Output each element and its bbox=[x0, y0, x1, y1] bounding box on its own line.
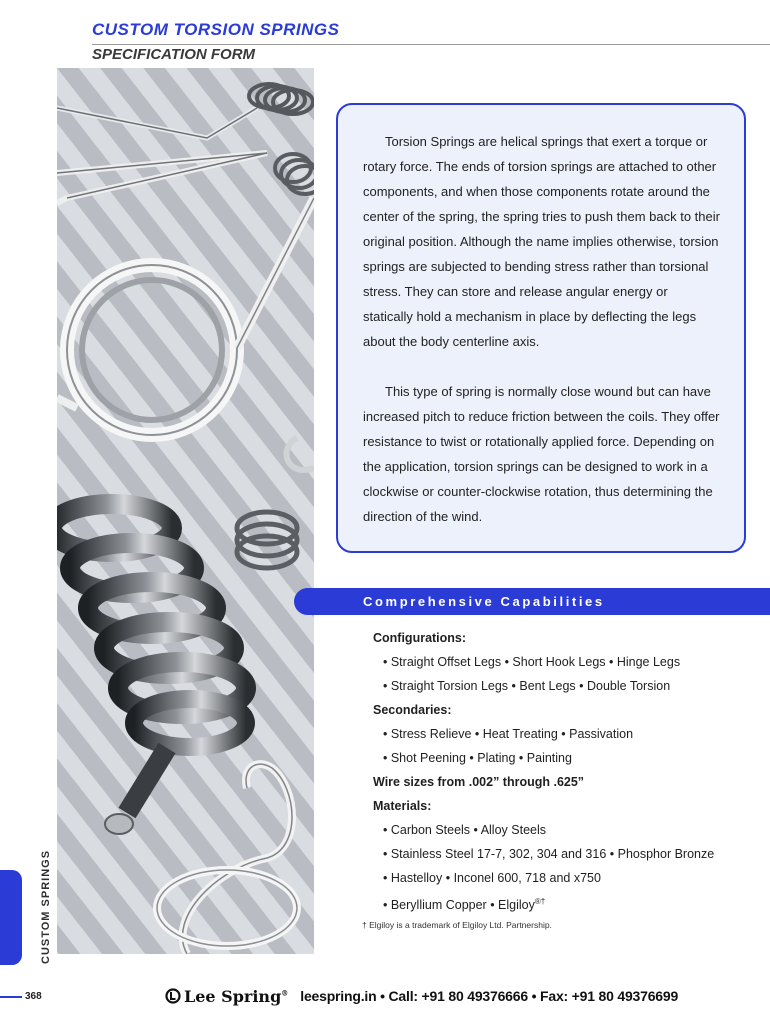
list-item: • Shot Peening • Plating • Painting bbox=[383, 751, 572, 765]
capabilities-banner: Comprehensive Capabilities bbox=[294, 588, 770, 615]
header-rule bbox=[92, 44, 770, 45]
elgiloy-text: • Beryllium Copper • Elgiloy bbox=[383, 898, 535, 913]
elgiloy-footnote: † Elgiloy is a trademark of Elgiloy Ltd. Partnership. bbox=[362, 920, 552, 930]
wire-sizes-heading: Wire sizes from .002” through .625” bbox=[373, 775, 585, 789]
logo-text: Lee Spring® bbox=[184, 986, 289, 1006]
side-tab bbox=[0, 870, 22, 965]
list-item: • Hastelloy • Inconel 600, 718 and x750 bbox=[383, 871, 601, 885]
page-subtitle: SPECIFICATION FORM bbox=[92, 46, 256, 63]
list-item: • Stainless Steel 17-7, 302, 304 and 316 • Phosphor Bronze bbox=[383, 847, 715, 861]
torsion-springs-photo bbox=[57, 68, 314, 954]
intro-description-box bbox=[336, 103, 746, 553]
list-item: • Carbon Steels • Alloy Steels bbox=[383, 823, 547, 837]
materials-heading: Materials: bbox=[373, 799, 432, 813]
list-item-elgiloy bbox=[373, 890, 763, 914]
configurations-heading: Configurations: bbox=[373, 631, 467, 645]
list-item: • Straight Offset Legs • Short Hook Legs • Hinge Legs bbox=[383, 655, 681, 669]
page-title: CUSTOM TORSION SPRINGS bbox=[92, 20, 340, 39]
secondaries-heading: Secondaries: bbox=[373, 703, 452, 717]
footer-rule bbox=[0, 996, 22, 998]
intro-paragraph-2: This type of spring is normally close wound but can have increased pitch to reduce friction between the coils. They offer resistance to twist or rotationally applied force. Depending on the application, torsion springs can be designed to work in a clockwise or counter-clockwise rotation, thus determining the direction of the wind. bbox=[363, 384, 720, 524]
list-item: • Stress Relieve • Heat Treating • Passivation bbox=[383, 727, 634, 741]
capabilities-list bbox=[373, 626, 763, 914]
side-tab-label: CUSTOM SPRINGS bbox=[40, 849, 52, 964]
lee-spring-logo-icon bbox=[165, 988, 181, 1004]
elgiloy-trademark-mark: ®† bbox=[534, 897, 546, 906]
lee-spring-logo bbox=[165, 987, 288, 1006]
footer bbox=[165, 985, 678, 1007]
intro-paragraph-1: Torsion Springs are helical springs that exert a torque or rotary force. The ends of torsion springs are attached to other components, and when those components rotate around the center of the spring, the spring tries to push them back to their original position. Although the name implies otherwise, torsion springs are subjected to bending stress rather than torsional stress. They can store and release angular energy or statically hold a mechanism in place by deflecting the legs about the body centerline axis. bbox=[363, 134, 720, 349]
list-item: • Straight Torsion Legs • Bent Legs • Double Torsion bbox=[383, 679, 671, 693]
page-number: 368 bbox=[25, 991, 42, 1002]
footer-contact: leespring.in • Call: +91 80 49376666 • Fax: +91 80 49376699 bbox=[300, 988, 679, 1004]
